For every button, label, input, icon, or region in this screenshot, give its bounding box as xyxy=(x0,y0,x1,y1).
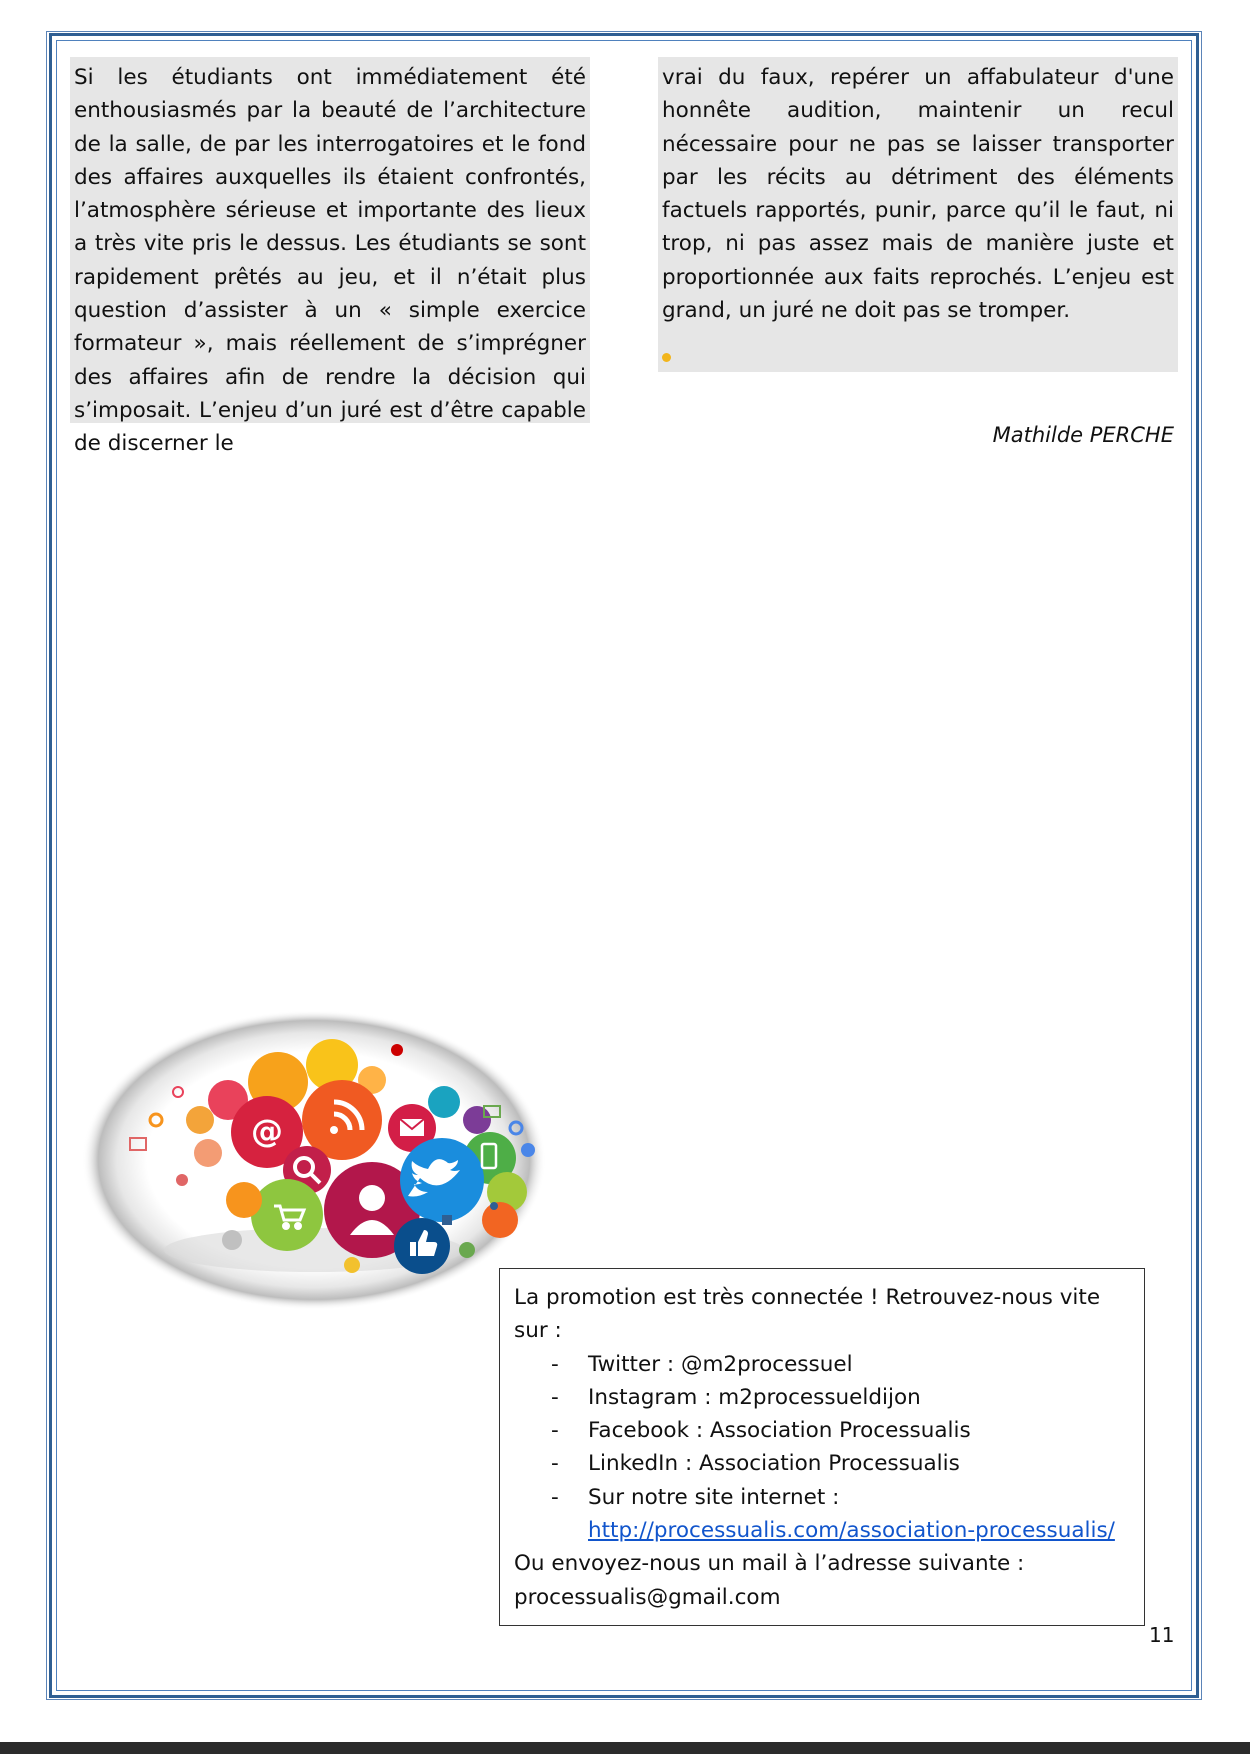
facebook-handle: Facebook : Association Processualis xyxy=(588,1418,971,1444)
list-item: - Twitter : @m2processuel xyxy=(551,1351,853,1377)
viewer-bottom-bar xyxy=(0,1742,1250,1754)
contact-info-box xyxy=(499,1268,1145,1626)
author-signature: Mathilde PERCHE xyxy=(992,423,1174,447)
list-item: - Facebook : Association Processualis xyxy=(551,1418,971,1444)
list-item: - Sur notre site internet : xyxy=(551,1484,840,1510)
website-link-item xyxy=(514,1514,1130,1547)
social-list xyxy=(514,1348,1130,1548)
svg-text:@: @ xyxy=(251,1112,283,1150)
website-link[interactable]: http://processualis.com/association-processualis/ xyxy=(588,1518,1115,1544)
bullet-dot-icon xyxy=(662,353,671,362)
linkedin-handle: LinkedIn : Association Processualis xyxy=(588,1451,960,1477)
instagram-handle: Instagram : m2processueldijon xyxy=(588,1384,921,1410)
list-item: - LinkedIn : Association Processualis xyxy=(551,1451,960,1477)
article-left-column: Si les étudiants ont immédiatement été enthousiasmés par la beauté de l’architecture de la salle, de par les interrogatoires et le fond des affaires auxquelles ils étaient confrontés, l’atmosphère sérieuse et importante des lieux a très vite pris le dessus. Les étudiants se sont rapidement prêtés au jeu, et il n’était plus question d’assister à un « simple exercice formateur », mais réellement de s’imprégner des affaires afin de rendre la décision qui s’imposait. L’enjeu d’un juré est d’être capable de discerner le xyxy=(70,57,590,423)
contact-intro: La promotion est très connectée ! Retrouvez-nous vite sur : xyxy=(514,1285,1101,1344)
mail-line: Ou envoyez-nous un mail à l’adresse suivante : xyxy=(514,1551,1025,1577)
social-media-illustration xyxy=(82,1010,546,1310)
mail-icon xyxy=(400,1119,424,1136)
cart-bubble xyxy=(251,1179,323,1251)
article-right-column: vrai du faux, repérer un affabulateur d'une honnête audition, maintenir un recul nécessaire pour ne pas se laisser transporter par les récits au détriment des éléments factuels rapportés, punir, parce qu’il le faut, ni trop, ni pas assez mais de manière juste et proportionnée aux faits reprochés. L’enjeu est grand, un juré ne doit pas se tromper. xyxy=(658,57,1178,372)
list-item: - Instagram : m2processueldijon xyxy=(551,1384,921,1410)
twitter-handle: Twitter : @m2processuel xyxy=(588,1351,853,1377)
page-number: 11 xyxy=(1149,1623,1175,1647)
website-label: Sur notre site internet : xyxy=(588,1484,840,1510)
email-address: processualis@gmail.com xyxy=(514,1584,781,1610)
